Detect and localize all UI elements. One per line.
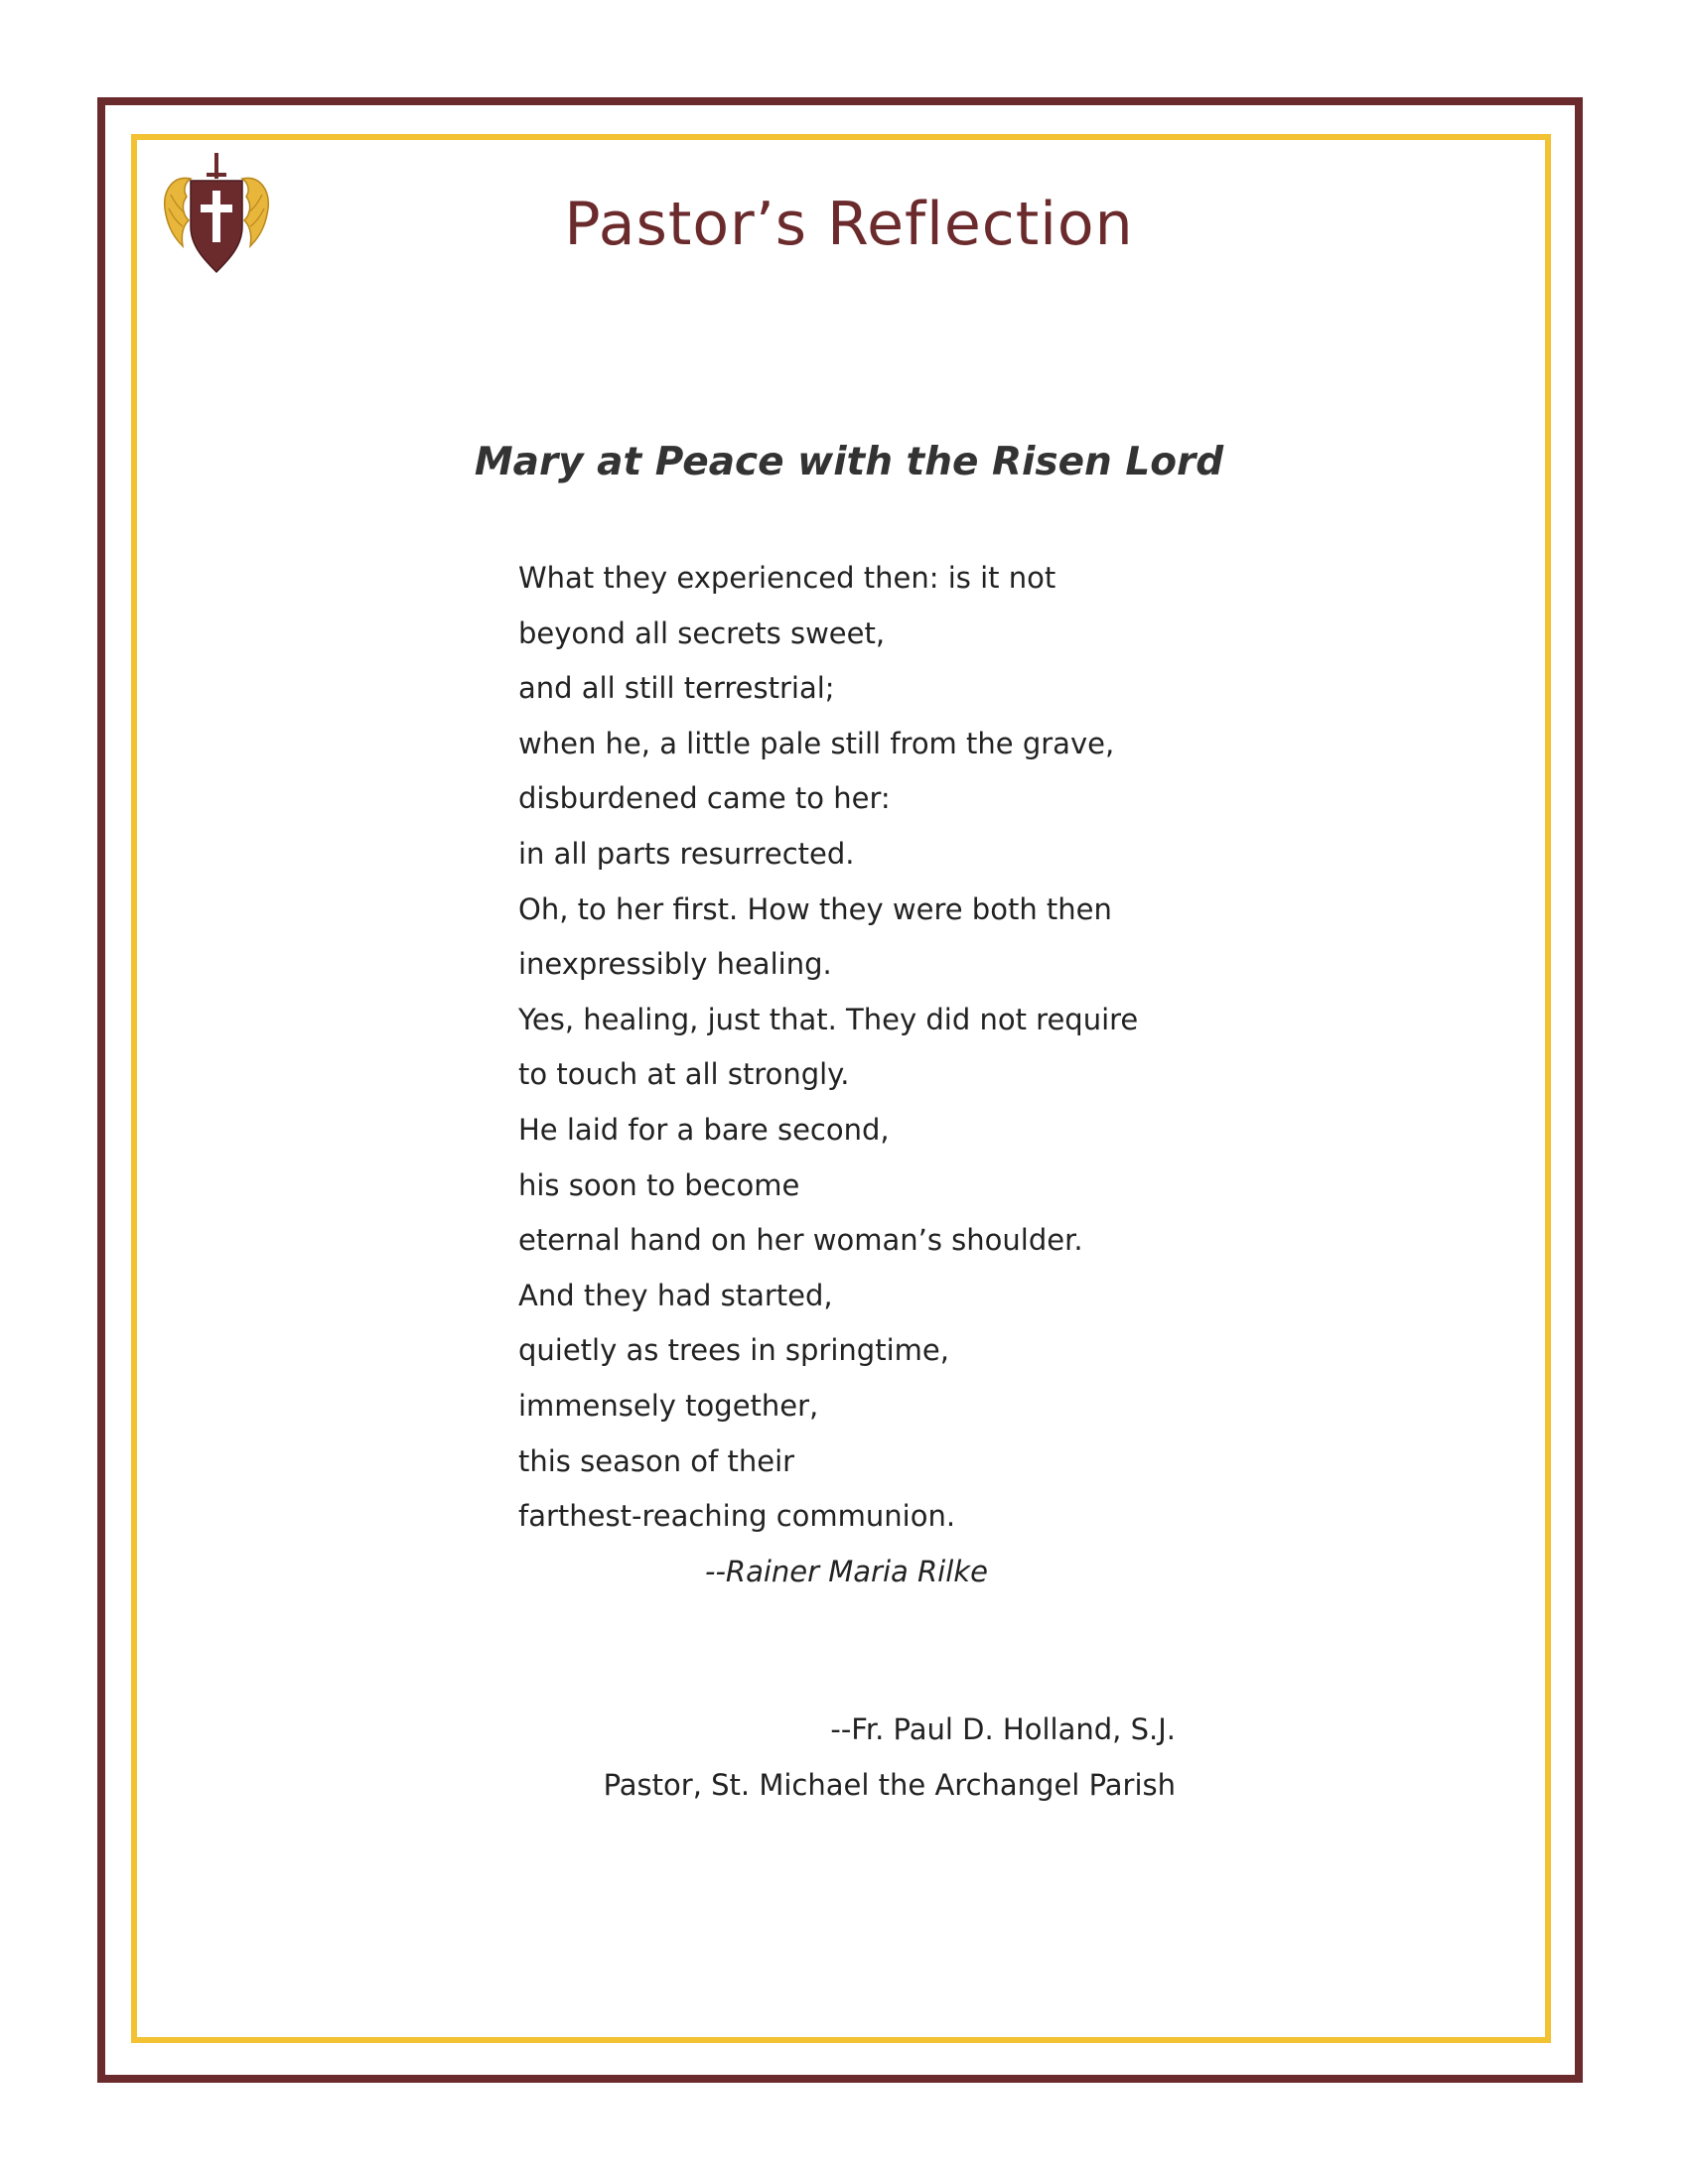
poem-line: farthest-reaching communion. [518, 1499, 956, 1534]
poem-lines [518, 561, 1138, 1555]
poem-line: immensely together, [518, 1388, 819, 1423]
poem-line: to touch at all strongly. [518, 1057, 850, 1092]
poem-line: inexpressibly healing. [518, 947, 832, 982]
poem-line: eternal hand on her woman’s shoulder. [518, 1223, 1083, 1258]
poem-line: quietly as trees in springtime, [518, 1333, 949, 1368]
poem-line: when he, a little pale still from the grave, [518, 726, 1115, 760]
page-title: Pastor’s Reflection [564, 190, 1134, 259]
poem-line: in all parts resurrected. [518, 836, 855, 871]
poem-line: He laid for a bare second, [518, 1112, 890, 1147]
signature-name: --Fr. Paul D. Holland, S.J. [830, 1712, 1176, 1746]
poem-line: disburdened came to her: [518, 781, 891, 816]
poem-line: his soon to become [518, 1167, 800, 1202]
poem-line: And they had started, [518, 1278, 833, 1312]
poem-author: --Rainer Maria Rilke [705, 1555, 988, 1588]
poem-line: beyond all secrets sweet, [518, 615, 886, 650]
signature-role: Pastor, St. Michael the Archangel Parish [603, 1768, 1176, 1802]
poem-line: and all still terrestrial; [518, 671, 835, 706]
poem-line: Oh, to her first. How they were both then [518, 891, 1112, 926]
poem-line: Yes, healing, just that. They did not require [518, 1002, 1139, 1036]
poem-line: this season of their [518, 1443, 795, 1478]
poem-title: Mary at Peace with the Risen Lord [474, 440, 1224, 484]
poem-line: What they experienced then: is it not [518, 561, 1056, 595]
pastor-signature [604, 1712, 1176, 1824]
